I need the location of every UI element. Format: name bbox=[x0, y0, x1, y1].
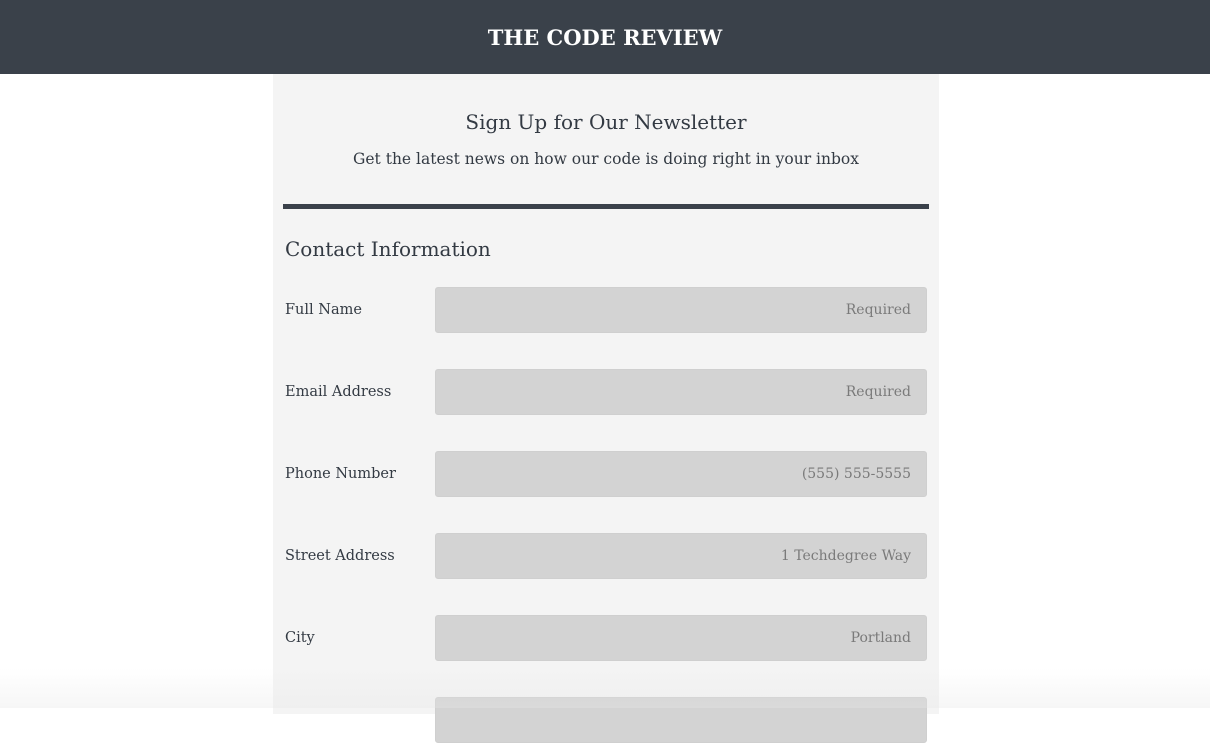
email-input[interactable] bbox=[435, 369, 927, 415]
city-row bbox=[285, 615, 927, 661]
street-address-input[interactable] bbox=[435, 533, 927, 579]
phone-row bbox=[285, 451, 927, 497]
city-input[interactable] bbox=[435, 615, 927, 661]
full-name-input[interactable] bbox=[435, 287, 927, 333]
signup-form-panel bbox=[273, 74, 939, 714]
newsletter-subheading: Get the latest news on how our code is doing right in your inbox bbox=[353, 150, 859, 168]
street-address-label: Street Address bbox=[285, 548, 395, 564]
next-field-input[interactable] bbox=[435, 697, 927, 743]
contact-section-title: Contact Information bbox=[285, 237, 491, 261]
newsletter-heading: Sign Up for Our Newsletter bbox=[465, 110, 747, 134]
email-row bbox=[285, 369, 927, 415]
full-name-label: Full Name bbox=[285, 302, 362, 318]
next-field-row bbox=[285, 697, 927, 743]
full-name-row bbox=[285, 287, 927, 333]
phone-label: Phone Number bbox=[285, 466, 396, 482]
site-header bbox=[0, 0, 1210, 74]
section-divider bbox=[283, 204, 929, 209]
site-title: THE CODE REVIEW bbox=[487, 24, 723, 50]
email-label: Email Address bbox=[285, 384, 392, 400]
phone-input[interactable] bbox=[435, 451, 927, 497]
street-address-row bbox=[285, 533, 927, 579]
city-label: City bbox=[285, 630, 315, 646]
